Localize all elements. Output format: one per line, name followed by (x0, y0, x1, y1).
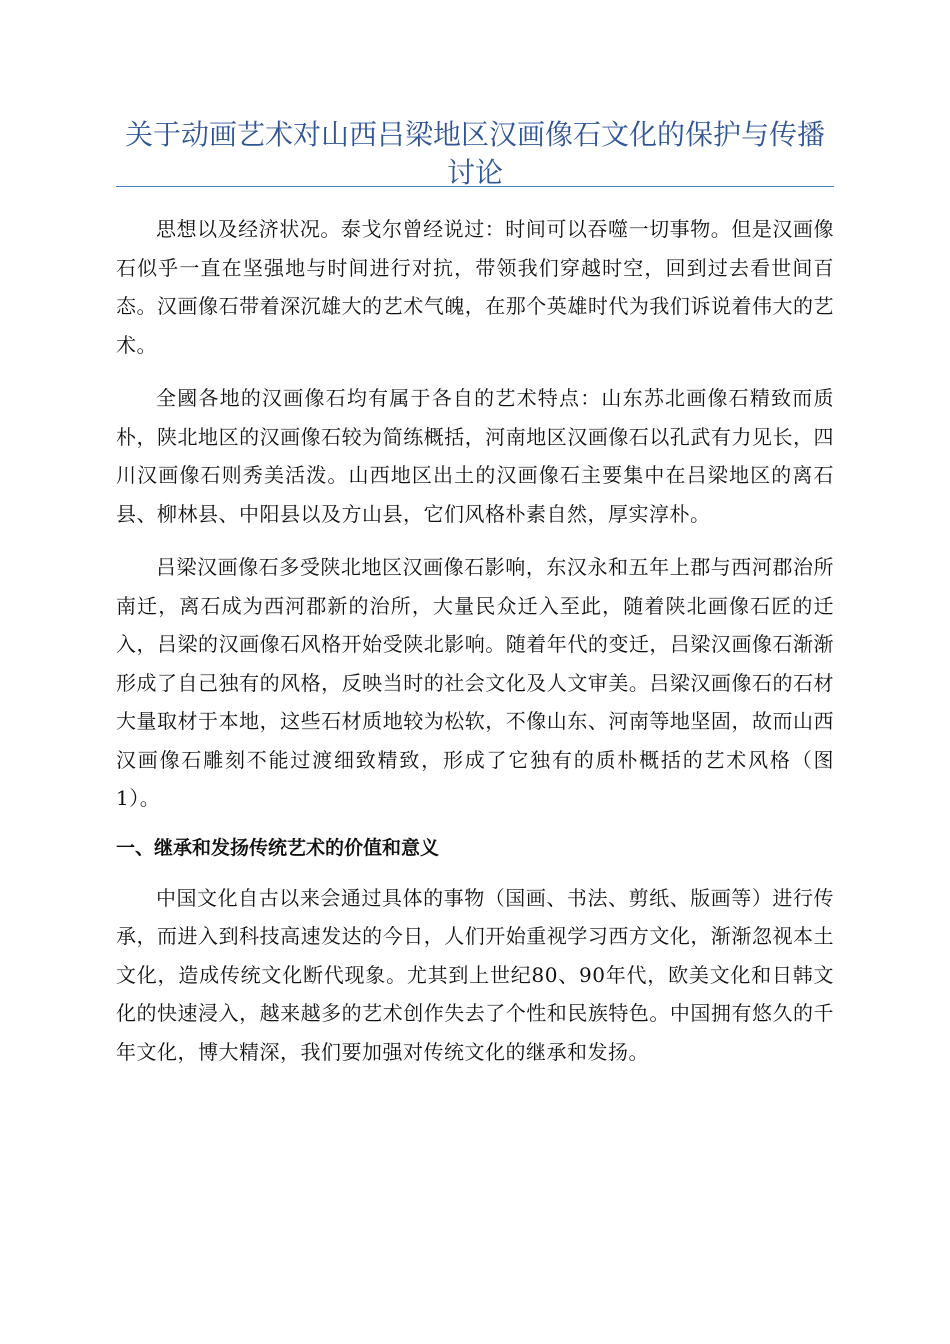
body-paragraph: 全國各地的汉画像石均有属于各自的艺术特点：山东苏北画像石精致而质朴，陕北地区的汉画像石较为简练概括，河南地区汉画像石以孔武有力见长，四川汉画像石则秀美活泼。山西地区出土的汉画像石主要集中在吕梁地区的离石县、柳林县、中阳县以及方山县，它们风格朴素自然，厚实淳朴。 (116, 386, 834, 526)
body-paragraph: 吕梁汉画像石多受陕北地区汉画像石影响，东汉永和五年上郡与西河郡治所南迁，离石成为西河郡新的治所，大量民众迁入至此，随着陕北画像石匠的迁入，吕梁的汉画像石风格开始受陕北影响。随着年代的变迁，吕梁汉画像石渐渐形成了自己独有的风格，反映当时的社会文化及人文审美。吕梁汉画像石的石材大量取材于本地，这些石材质地较为松软，不像山东、河南等地坚固，故而山西汉画像石雕刻不能过渡细致精致，形成了它独有的质朴概括的艺术风格（图1）。 (116, 555, 834, 810)
section-heading: 一、继承和发扬传统艺术的价值和意义 (116, 836, 440, 859)
body-paragraph: 思想以及经济状况。泰戈尔曾经说过：时间可以吞噬一切事物。但是汉画像石似乎一直在坚强地与时间进行对抗，带领我们穿越时空，回到过去看世间百态。汉画像石带着深沉雄大的艺术气魄，在那个英雄时代为我们诉说着伟大的艺术。 (116, 217, 834, 357)
title-block (116, 116, 834, 192)
body-paragraph: 中国文化自古以来会通过具体的事物（国画、书法、剪纸、版画等）进行传承，而进入到科技高速发达的今日，人们开始重视学习西方文化，渐渐忽视本土文化，造成传统文化断代现象。尤其到上世纪80、90年代，欧美文化和日韩文化的快速浸入，越来越多的艺术创作失去了个性和民族特色。中国拥有悠久的千年文化，博大精深，我们要加强对传统文化的继承和发扬。 (116, 885, 834, 1064)
document-body (116, 210, 834, 1086)
title-divider (116, 186, 834, 187)
document-title: 关于动画艺术对山西吕梁地区汉画像石文化的保护与传播讨论 (124, 118, 825, 189)
